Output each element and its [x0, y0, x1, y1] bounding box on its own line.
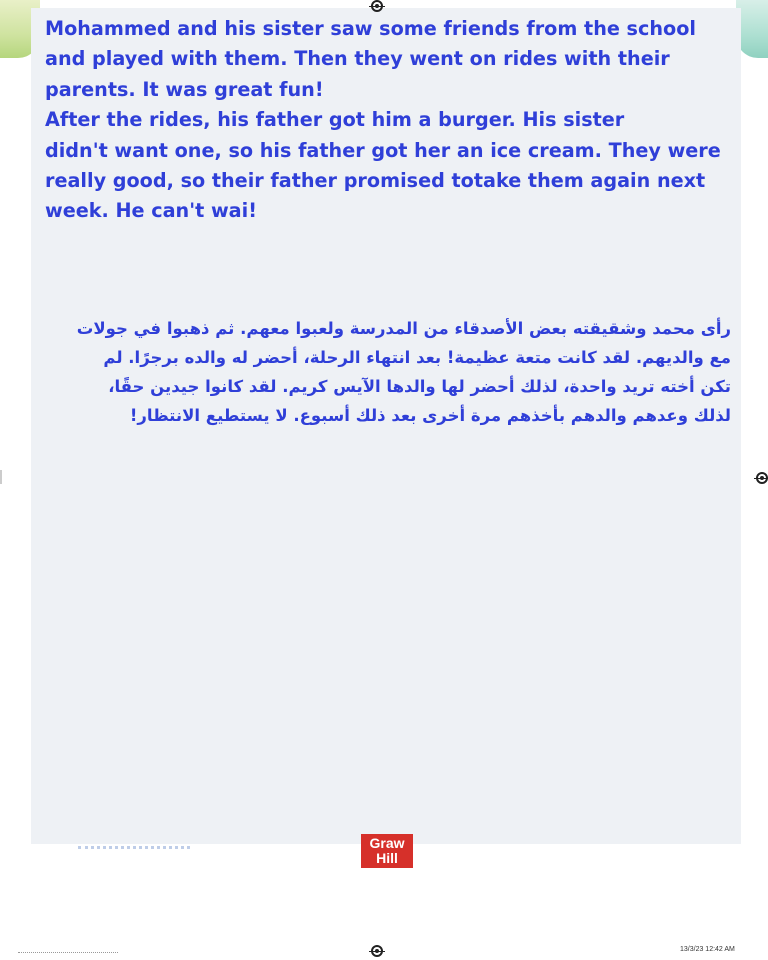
english-line: and played with them. Then they went on rides with their — [45, 47, 670, 71]
arabic-line: مع والديهم. لقد كانت متعة عظيمة! بعد انتهاء الرحلة، أحضر له والده برجرًا. لم — [103, 348, 731, 367]
print-timestamp: 13/3/23 12:42 AM — [680, 946, 735, 953]
logo-text: Hill — [376, 850, 398, 866]
crop-mark-left — [0, 470, 2, 484]
english-line: didn't want one, so his father got her an ice cream. They were — [45, 138, 721, 162]
english-line: Mohammed and his sister saw some friends from the school — [45, 17, 696, 40]
registration-mark-top — [371, 0, 383, 12]
logo-text: Graw — [369, 835, 405, 851]
english-line: parents. It was great fun! — [45, 77, 324, 101]
english-line: week. He can't wai! — [45, 199, 257, 223]
hidden-footer-text — [78, 838, 190, 849]
arabic-line: رأى محمد وشقيقته بعض الأصدقاء من المدرسة ولعبوا معهم. ثم ذهبوا في جولات — [76, 319, 731, 338]
footer-slug-line — [18, 948, 118, 953]
registration-mark-right — [756, 472, 768, 484]
arabic-line: تكن أخته تريد واحدة، لذلك أحضر لها والدها الآيس كريم. لقد كانوا جيدين حقًا، — [108, 377, 731, 396]
english-line: really good, so their father promised totake them again next — [45, 169, 706, 193]
arabic-paragraph — [45, 314, 731, 430]
publisher-logo — [361, 834, 413, 868]
english-line: After the rides, his father got him a burger. His sister — [45, 108, 625, 132]
english-paragraph — [45, 14, 725, 227]
registration-mark-bottom — [371, 945, 383, 957]
arabic-line: لذلك وعدهم والدهم بأخذهم مرة أخرى بعد ذلك أسبوع. لا يستطيع الانتظار! — [129, 406, 731, 425]
